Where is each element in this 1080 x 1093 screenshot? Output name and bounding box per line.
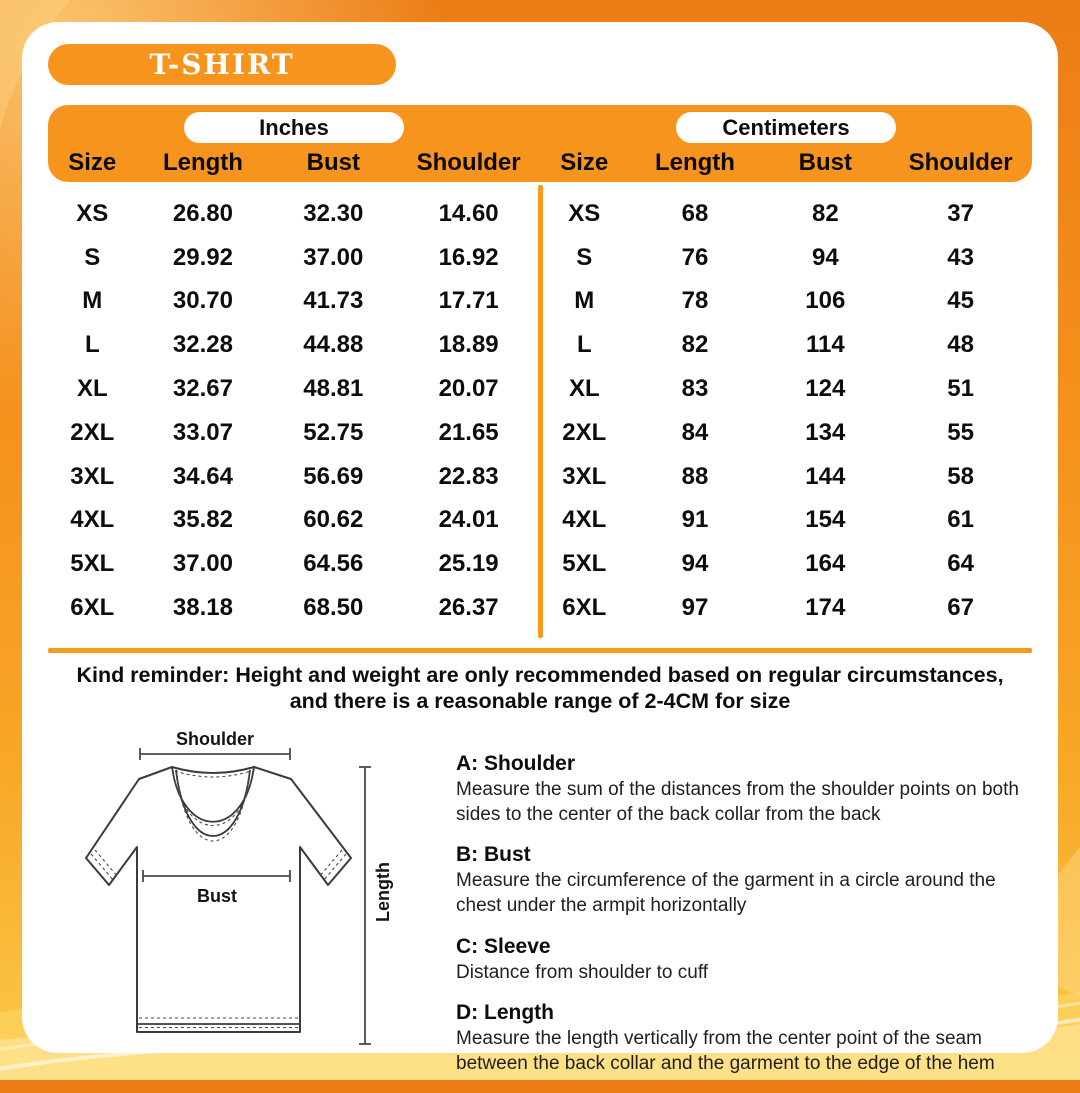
size-chart-card: [22, 22, 1058, 1075]
value-cell: 88: [681, 462, 709, 490]
value-cell: 94: [681, 550, 709, 578]
value-cell: 52.75: [303, 418, 364, 446]
value-cell: 38.18: [172, 594, 233, 622]
value-cell: 37.00: [303, 243, 364, 271]
value-cell: 64: [947, 550, 974, 578]
instruction-body: Measure the length vertically from the center point of the seam between the back collar and the garment to the edge of the hem: [456, 1028, 995, 1075]
horizontal-divider: [48, 648, 1032, 653]
inches-unit-label: Inches: [259, 114, 329, 140]
size-cell: 6XL: [562, 594, 607, 622]
value-cell: 32.67: [172, 375, 233, 403]
column-header-bust: Bust: [798, 149, 852, 176]
value-cell: 32.28: [172, 331, 233, 359]
centimeters-header: [540, 112, 1032, 182]
size-cell: 3XL: [70, 462, 115, 490]
size-cell: 2XL: [70, 418, 115, 446]
value-cell: 82: [811, 199, 839, 227]
value-cell: 37.00: [172, 550, 233, 578]
instruction-length: [456, 1001, 1041, 1076]
size-cell: XS: [76, 199, 109, 227]
table-row: [540, 499, 1032, 543]
value-cell: 29.92: [172, 243, 233, 271]
table-row: [48, 192, 540, 236]
bust-label: Bust: [197, 886, 237, 906]
instruction-shoulder: [456, 752, 1041, 827]
table-row: [540, 411, 1032, 455]
value-cell: 45: [947, 287, 974, 315]
table-row: [540, 323, 1032, 367]
size-cell: XS: [568, 199, 601, 227]
value-cell: 24.01: [438, 506, 499, 534]
value-cell: 55: [947, 418, 974, 446]
value-cell: 37: [947, 199, 974, 227]
table-row: [540, 367, 1032, 411]
value-cell: 48.81: [303, 375, 364, 403]
kind-reminder-line2: and there is a reasonable range of 2-4CM for size: [289, 689, 791, 714]
column-header-shoulder: Shoulder: [416, 149, 521, 176]
value-cell: 21.65: [438, 418, 499, 446]
inches-table-body: [48, 192, 540, 630]
size-cell: 3XL: [562, 462, 607, 490]
table-row: [540, 192, 1032, 236]
centimeters-table-body: [540, 192, 1032, 630]
value-cell: 20.07: [438, 375, 499, 403]
value-cell: 64.56: [303, 550, 364, 578]
table-row: [48, 236, 540, 280]
measuring-guide: [22, 730, 1058, 1093]
column-header-bust: Bust: [306, 149, 360, 176]
table-row: [540, 586, 1032, 630]
size-cell: L: [84, 331, 100, 359]
value-cell: 164: [805, 550, 846, 578]
value-cell: 58: [947, 462, 974, 490]
title-badge-label: T-SHIRT: [149, 48, 295, 81]
value-cell: 68: [681, 199, 709, 227]
instruction-bust: [456, 843, 1041, 918]
instruction-body: Measure the sum of the distances from the shoulder points on both sides to the center of the back collar from the back: [456, 779, 1019, 825]
size-cell: 2XL: [562, 418, 607, 446]
column-header-size: Size: [68, 149, 117, 176]
table-row: [48, 542, 540, 586]
value-cell: 43: [947, 243, 974, 271]
column-header-size: Size: [560, 149, 609, 176]
instruction-heading: C: Sleeve: [456, 934, 551, 958]
value-cell: 51: [947, 375, 974, 403]
size-cell: XL: [76, 375, 108, 403]
value-cell: 76: [681, 243, 709, 271]
value-cell: 35.82: [172, 506, 233, 534]
length-label: Length: [373, 862, 393, 922]
value-cell: 144: [805, 462, 846, 490]
value-cell: 22.83: [438, 462, 499, 490]
value-cell: 124: [805, 375, 846, 403]
value-cell: 154: [805, 506, 846, 534]
size-cell: 5XL: [562, 550, 607, 578]
value-cell: 26.80: [172, 199, 233, 227]
size-chart-header: [48, 105, 1032, 182]
table-row: [540, 280, 1032, 324]
column-header-length: Length: [162, 149, 243, 176]
table-row: [48, 280, 540, 324]
value-cell: 97: [681, 594, 709, 622]
size-chart-body: [48, 182, 1032, 644]
kind-reminder-line1: Kind reminder: Height and weight are only recommended based on regular circumstances,: [76, 663, 1004, 687]
value-cell: 106: [805, 287, 846, 315]
inches-unit-pill: [184, 112, 404, 143]
value-cell: 91: [681, 506, 709, 534]
value-cell: 44.88: [303, 331, 364, 359]
table-row: [48, 455, 540, 499]
value-cell: 174: [805, 594, 846, 622]
size-chart: [48, 105, 1032, 644]
table-row: [48, 367, 540, 411]
value-cell: 56.69: [303, 462, 364, 490]
shoulder-label: Shoulder: [175, 730, 255, 749]
value-cell: 114: [805, 331, 845, 359]
instruction-heading: D: Length: [456, 1001, 554, 1025]
size-cell: 4XL: [562, 506, 607, 534]
table-row: [48, 586, 540, 630]
column-header-length: Length: [654, 149, 735, 176]
size-cell: 4XL: [70, 506, 115, 534]
value-cell: 41.73: [303, 287, 364, 315]
table-row: [540, 236, 1032, 280]
value-cell: 32.30: [303, 199, 364, 227]
value-cell: 16.92: [438, 243, 499, 271]
size-cell: L: [576, 331, 592, 359]
value-cell: 34.64: [172, 462, 233, 490]
size-cell: M: [82, 287, 103, 315]
value-cell: 83: [681, 375, 709, 403]
table-row: [540, 542, 1032, 586]
value-cell: 61: [947, 506, 974, 534]
kind-reminder: [22, 662, 1058, 714]
table-row: [48, 411, 540, 455]
size-cell: XL: [568, 375, 600, 403]
value-cell: 14.60: [438, 199, 499, 227]
tshirt-measurement-diagram: [72, 730, 420, 1050]
size-cell: M: [574, 287, 595, 315]
inches-column-headers: [48, 146, 540, 180]
size-cell: 6XL: [70, 594, 115, 622]
instruction-body: Measure the circumference of the garment in a circle around the chest under the armpit horizontally: [456, 870, 996, 917]
size-cell: S: [84, 243, 101, 271]
value-cell: 82: [681, 331, 709, 359]
instruction-body: Distance from shoulder to cuff: [456, 961, 709, 983]
value-cell: 30.70: [172, 287, 233, 315]
value-cell: 134: [805, 418, 846, 446]
value-cell: 94: [811, 243, 839, 271]
centimeters-unit-pill: [676, 112, 896, 143]
value-cell: 68.50: [303, 594, 364, 622]
value-cell: 78: [681, 287, 709, 315]
instruction-sleeve: [456, 935, 1041, 986]
table-row: [540, 455, 1032, 499]
value-cell: 17.71: [438, 287, 499, 315]
centimeters-unit-label: Centimeters: [722, 114, 850, 140]
column-header-shoulder: Shoulder: [908, 149, 1013, 176]
table-vertical-divider: [538, 185, 543, 638]
instruction-heading: B: Bust: [456, 843, 531, 867]
measuring-instructions: [456, 752, 1041, 1093]
instruction-heading: A: Shoulder: [456, 752, 575, 775]
value-cell: 67: [947, 594, 974, 622]
value-cell: 25.19: [438, 550, 499, 578]
size-cell: S: [576, 243, 593, 271]
inches-header: [48, 112, 540, 182]
value-cell: 84: [681, 418, 709, 446]
centimeters-column-headers: [540, 146, 1032, 180]
value-cell: 48: [947, 331, 974, 359]
value-cell: 26.37: [438, 594, 499, 622]
value-cell: 18.89: [438, 331, 499, 359]
value-cell: 33.07: [172, 418, 233, 446]
size-cell: 5XL: [70, 550, 115, 578]
value-cell: 60.62: [303, 506, 364, 534]
title-badge: [48, 44, 396, 85]
table-row: [48, 499, 540, 543]
table-row: [48, 323, 540, 367]
